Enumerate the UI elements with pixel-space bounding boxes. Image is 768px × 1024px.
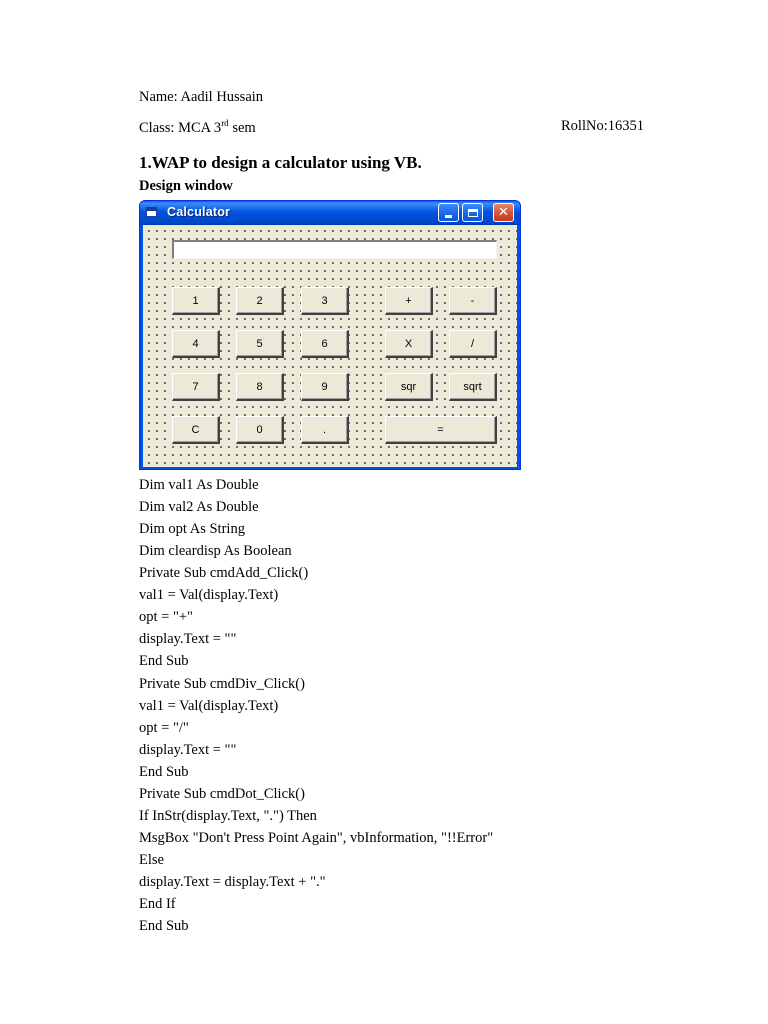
window-title: Calculator — [167, 205, 231, 219]
name-line: Name: Aadil Hussain — [139, 89, 264, 105]
code-line: val1 = Val(display.Text) — [139, 698, 279, 714]
calculator-form-window — [139, 200, 521, 470]
digit-3-button[interactable]: 3 — [301, 287, 349, 315]
code-line: Dim val2 As Double — [139, 499, 259, 515]
roll-number: RollNo:16351 — [561, 118, 644, 134]
code-line: Dim cleardisp As Boolean — [139, 543, 292, 559]
code-line: display.Text = display.Text + "." — [139, 874, 326, 890]
maximize-button[interactable] — [462, 203, 483, 222]
equals-button[interactable]: = — [385, 416, 497, 444]
class-prefix: Class: MCA 3 — [139, 120, 222, 136]
digit-8-button[interactable]: 8 — [236, 373, 284, 401]
code-line: End Sub — [139, 653, 189, 669]
clear-button[interactable]: C — [172, 416, 220, 444]
close-icon: ✕ — [498, 205, 509, 220]
code-line: End If — [139, 896, 176, 912]
digit-6-button[interactable]: 6 — [301, 330, 349, 358]
digit-7-button[interactable]: 7 — [172, 373, 220, 401]
class-suffix: sem — [228, 120, 256, 136]
code-line: display.Text = "" — [139, 631, 237, 647]
code-line: Dim val1 As Double — [139, 477, 259, 493]
code-line: End Sub — [139, 764, 189, 780]
class-superscript: rd — [221, 118, 229, 129]
code-line: MsgBox "Don't Press Point Again", vbInformation, "!!Error" — [139, 830, 494, 846]
code-line: opt = "/" — [139, 720, 189, 736]
question-title: 1.WAP to design a calculator using VB. — [139, 153, 422, 172]
digit-9-button[interactable]: 9 — [301, 373, 349, 401]
code-line: display.Text = "" — [139, 742, 237, 758]
square-root-button[interactable]: sqrt — [449, 373, 497, 401]
divide-button[interactable]: / — [449, 330, 497, 358]
code-line: If InStr(display.Text, ".") Then — [139, 808, 317, 824]
decimal-point-button[interactable]: . — [301, 416, 349, 444]
code-line: opt = "+" — [139, 609, 193, 625]
code-line: Private Sub cmdDiv_Click() — [139, 676, 305, 692]
code-line: Dim opt As String — [139, 521, 245, 537]
digit-2-button[interactable]: 2 — [236, 287, 284, 315]
design-window-label: Design window — [139, 178, 233, 194]
class-line — [139, 119, 256, 137]
code-line: Else — [139, 852, 164, 868]
digit-1-button[interactable]: 1 — [172, 287, 220, 315]
form-icon — [146, 207, 157, 217]
form-design-grid — [143, 225, 517, 467]
subtract-button[interactable]: - — [449, 287, 497, 315]
minimize-button[interactable] — [438, 203, 459, 222]
digit-0-button[interactable]: 0 — [236, 416, 284, 444]
code-line: Private Sub cmdDot_Click() — [139, 786, 305, 802]
multiply-button[interactable]: X — [385, 330, 433, 358]
minimize-icon — [445, 215, 452, 218]
code-line: End Sub — [139, 918, 189, 934]
maximize-icon — [468, 209, 478, 217]
square-button[interactable]: sqr — [385, 373, 433, 401]
code-line: val1 = Val(display.Text) — [139, 587, 279, 603]
digit-4-button[interactable]: 4 — [172, 330, 220, 358]
code-line: Private Sub cmdAdd_Click() — [139, 565, 309, 581]
close-button[interactable] — [493, 203, 514, 222]
window-titlebar[interactable] — [140, 201, 520, 225]
add-button[interactable]: + — [385, 287, 433, 315]
digit-5-button[interactable]: 5 — [236, 330, 284, 358]
display-textbox[interactable] — [172, 240, 497, 259]
